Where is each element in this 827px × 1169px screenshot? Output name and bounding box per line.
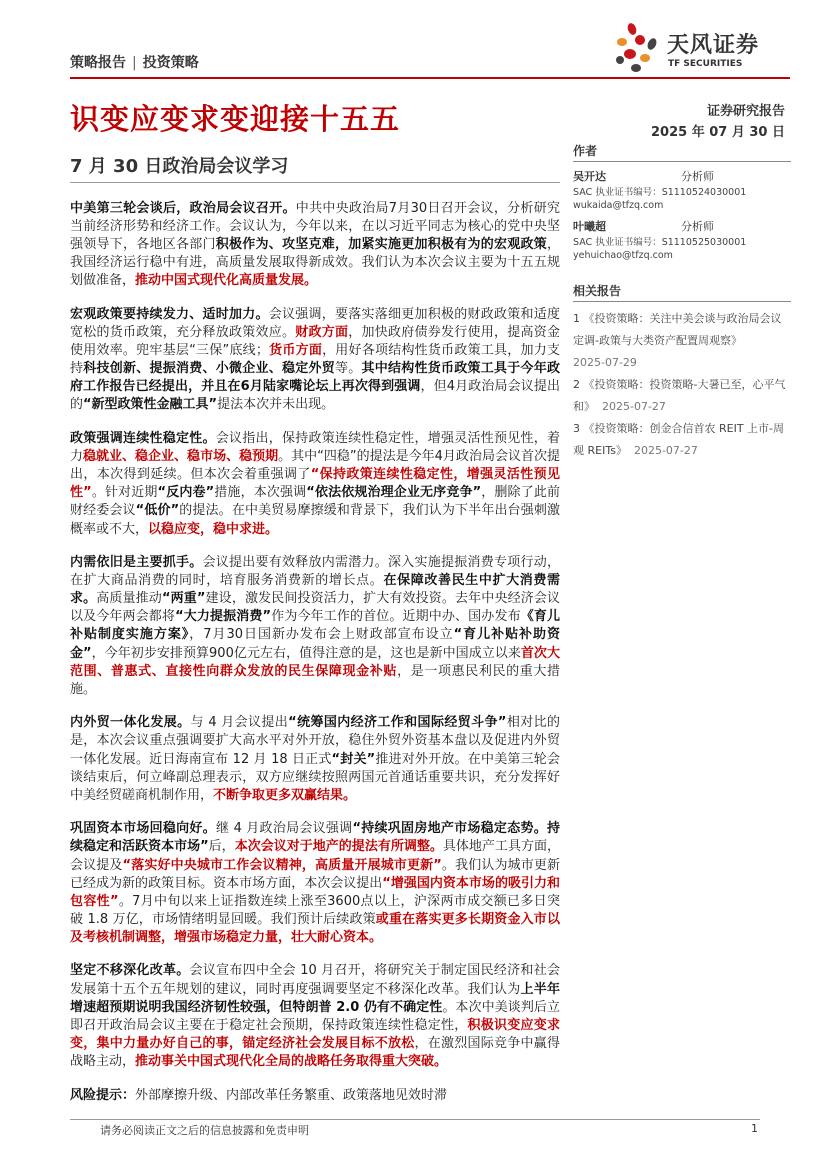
- paragraph-emphasis: “依法依规治理企业无序竞争”: [306, 485, 482, 501]
- author-name: 吴开达: [573, 170, 606, 183]
- report-type: 证券研究报告: [706, 104, 785, 119]
- paragraph-highlight: 首次大范围、普惠式、直接性向群众发放的民生保障现金补贴: [70, 645, 560, 679]
- paragraph-text: 高质量推动: [96, 591, 162, 607]
- paragraph-text: 中共中央政治局7月30日召开会议，分析研究当前经济形势和经济工作。会议认为，今年以来，在以习近平同志为核心的党中央坚强领导下，各地区各部门: [70, 201, 560, 253]
- main-content: [70, 200, 560, 1120]
- paragraph-text: 推进对外开放。在中美第三轮会谈结束后，何立峰副总理表示，双方应继续按照两国元首通话重要共识，充分发挥好中美经贸磋商机制作用，: [70, 751, 560, 803]
- author-cert: SAC 执业证书编号：S1110525030001: [573, 237, 747, 248]
- paragraph-text: 提法本次并未出现。: [217, 397, 335, 413]
- paragraph-text: 的提法。在中美贸易摩擦缓和背景下，我们认为下半年出台强刺激概率或不大，: [70, 503, 560, 537]
- author-cert: SAC 执业证书编号：S1110524030001: [573, 187, 747, 198]
- paragraph-emphasis: 中美第三轮会谈后，政治局会议召开。: [70, 201, 296, 216]
- paragraph-emphasis: “两重”: [161, 591, 206, 607]
- related-report-date: 2025-07-27: [633, 444, 698, 457]
- related-report-item[interactable]: [573, 418, 791, 462]
- paragraph-highlight: 货币方面: [268, 343, 323, 359]
- paragraph-text: ，7月30日国新办发布会上财政部宣布设立: [189, 627, 454, 643]
- author-email[interactable]: yehuichao@tfzq.com: [573, 250, 673, 261]
- paragraph-text: 措施，本次强调: [214, 485, 307, 501]
- paragraph-text: ，但4月政治局会议提出的: [70, 379, 561, 413]
- related-report-item[interactable]: [573, 308, 791, 374]
- paragraph-emphasis: 政策强调连续性稳定性。: [70, 431, 216, 447]
- paragraph-highlight: 稳就业、稳企业、稳市场、稳预期: [83, 449, 279, 465]
- paragraph-emphasis: “低价”: [135, 503, 180, 519]
- paragraph-text: 继 4 月政治局会议强调: [215, 821, 353, 837]
- paragraph-emphasis: 上半年增速超预期说明我国经济韧性较强，但特朗普 2.0 仍有不确定性: [70, 981, 560, 1015]
- page-number: 1: [751, 1122, 758, 1135]
- author-block: [573, 168, 791, 212]
- paragraph-emphasis: 内外贸一体化发展。: [70, 715, 191, 731]
- paragraph-text: ，加快政府债券发行使用，提高资金使用效率。兜牢基层“三保”底线；: [70, 325, 560, 359]
- author-role: 分析师: [681, 220, 714, 233]
- paragraph-text: 。我们认为城市更新已经成为新的政策目标。资本市场方面，本次会议提出: [70, 857, 560, 891]
- paragraph-emphasis: “封关”: [331, 751, 376, 767]
- paragraph-text: ，我国经济运行稳中有进，高质量发展取得新成效。我们认为本次会议主要为十五五规划做准备，: [70, 237, 560, 289]
- paragraph-emphasis: 其中结构性货币政策工具于今年政府工作报告已经提出，并且在6月陆家嘴论坛上再次得到强调: [70, 361, 560, 395]
- paragraph-highlight: “落实好中央城市工作会议精神，高质量开展城市更新”: [122, 857, 442, 873]
- author-email[interactable]: wukaida@tfzq.com: [573, 200, 664, 211]
- paragraph-highlight: 积极识变应变求变，集中力量办好自己的事，锚定经济社会发展目标不放松: [70, 1017, 560, 1051]
- paragraph-emphasis: 坚定不移深化改革。: [70, 963, 190, 979]
- body-paragraph: [70, 430, 560, 539]
- author-block: [573, 218, 791, 262]
- body-paragraph: [70, 1087, 560, 1105]
- paragraph-text: 作为今年工作的首位。近期中办、国办发布: [271, 609, 521, 625]
- paragraph-highlight: 推动事关中国式现代化全局的战略任务取得重大突破。: [135, 1053, 448, 1069]
- paragraph-emphasis: 科技创新、提振消费、小微企业、稳定外贸: [83, 361, 335, 377]
- paragraph-highlight: “保持政策连续性稳定性，增强灵活性预见性”: [70, 467, 560, 501]
- paragraph-emphasis: 内需依旧是主要抓手。: [70, 555, 203, 571]
- paragraph-text: 会议提出要有效释放内需潜力。深入实施提振消费专项行动，在扩大商品消费的同时，培育服务消费新的增长点。: [70, 555, 560, 589]
- paragraph-emphasis: “统筹国内经济工作和国际经贸斗争”: [288, 715, 507, 731]
- related-report-title[interactable]: 1 《投资策略：关注中美会谈与政治局会议定调-政策与大类资产配置周观察》: [573, 312, 782, 347]
- paragraph-emphasis: 《育儿补贴制度实施方案》: [70, 609, 560, 643]
- page-title: 识变应变求变迎接十五五: [70, 102, 401, 136]
- paragraph-emphasis: 宏观政策要持续发力、适时加力。: [70, 306, 269, 322]
- body-paragraph: [70, 714, 560, 804]
- author-row: [573, 168, 791, 186]
- report-date: 2025 年 07 月 30 日: [651, 125, 785, 140]
- category-separator: |: [132, 55, 137, 71]
- related-heading: 相关报告: [573, 282, 791, 302]
- page-subtitle: 7 月 30 日政治局会议学习: [70, 156, 289, 177]
- paragraph-text: ，今年初步安排预算900亿元左右，值得注意的是，这也是新中国成立以来: [91, 645, 521, 661]
- related-report-date: 2025-07-29: [573, 356, 637, 369]
- paragraph-emphasis: “反内卷”: [157, 485, 215, 501]
- paragraph-text: 相对比的是，本次会议重点强调要扩大高水平对外开放，稳住外贸外资基本盘以及促进内外贸一体化发展。近日海南宣布 12 月 18 日正式: [70, 715, 560, 767]
- logo-mark-icon: [612, 20, 664, 76]
- sidebar: [573, 142, 791, 462]
- paragraph-highlight: 或重在落实更多长期资金入市以及考核机制调整，增强市场稳定力量，壮大耐心资本。: [70, 911, 560, 945]
- paragraph-highlight: 以稳应变，稳中求进。: [148, 521, 279, 537]
- paragraph-text: 等。: [334, 361, 362, 377]
- paragraph-text: 会议强调，要落实落细更加积极的财政政策和适度宽松的货币政策，充分释放政策效应。: [70, 306, 560, 341]
- author-role: 分析师: [681, 170, 714, 183]
- paragraph-text: 。7月中旬以来上证指数连续上涨至3600点以上，沪深两市成交额已多日突破 1.8 万亿，市场情绪明显回暖。我们预计后续政策: [70, 893, 560, 927]
- paragraph-emphasis: 在保障改善民生中扩大消费需求。: [70, 573, 560, 607]
- paragraph-highlight: 本次会议对于地产的提法有所调整。: [234, 839, 443, 855]
- paragraph-text: 。其中“四稳”的提法是今年4月政治局会议首次提出，本次得到延续。但本次会着重强调了: [70, 449, 560, 483]
- body-paragraph: [70, 200, 560, 290]
- body-paragraph: [70, 306, 560, 415]
- paragraph-text: 外部摩擦升级、内部改革任务繁重、政策落地见效时滞: [135, 1087, 448, 1103]
- paragraph-emphasis: “持续巩固房地产市场稳定态势。持续稳定和活跃资本市场”: [70, 821, 560, 855]
- paragraph-text: 。针对近期: [91, 485, 158, 501]
- paragraph-emphasis: 积极作为、攻坚克难，加紧实施更加积极有为的宏观政策: [215, 237, 547, 253]
- paragraph-text: 与 4 月会议提出: [190, 715, 289, 731]
- authors-heading: 作者: [573, 142, 791, 162]
- paragraph-highlight: 推动中国式现代化高质量发展。: [135, 273, 318, 289]
- paragraph-emphasis: “育儿补贴补助资金”: [70, 627, 560, 661]
- footer-disclaimer: 请务必阅读正文之后的信息披露和免责申明: [100, 1124, 309, 1137]
- author-row: [573, 218, 791, 236]
- report-category: [70, 52, 199, 72]
- paragraph-text: 。本次中美谈判后立即召开政治局会议主要在于稳定社会预期，保持政策连续性稳定性，: [70, 999, 560, 1033]
- paragraph-text: ，在激烈国际竞争中赢得战略主动，: [70, 1035, 560, 1069]
- paragraph-text: 会议指出，保持政策连续性稳定性，增强灵活性预见性，着力: [70, 431, 560, 465]
- logo-text-en: TF SECURITIES: [668, 59, 743, 69]
- paragraph-text: 具体地产工具方面，会议提及: [70, 839, 560, 873]
- logo-text-cn: 天风证券: [667, 33, 760, 58]
- paragraph-highlight: “增强国内资本市场的吸引力和包容性”: [70, 875, 560, 909]
- paragraph-highlight: 财政方面: [295, 325, 349, 341]
- body-paragraph: [70, 962, 560, 1071]
- footer-divider: [70, 1119, 760, 1120]
- body-paragraph: [70, 820, 560, 947]
- related-report-item[interactable]: [573, 374, 791, 418]
- subcategory-label: 投资策略: [142, 55, 199, 71]
- related-report-title[interactable]: 3 《投资策略：创金合信首农 REIT 上市-周观 REITs》: [573, 422, 785, 457]
- paragraph-emphasis: 巩固资本市场回稳向好。: [70, 821, 216, 837]
- paragraph-highlight: 不断争取更多双赢结果。: [213, 787, 357, 803]
- paragraph-text: 会议宣布四中全会 10 月召开，将研究关于制定国民经济和社会发展第十五个五年规划的建议，同时再度强调要坚定不移深化改革。我们认为: [70, 963, 560, 997]
- related-report-date: 2025-07-27: [602, 400, 666, 413]
- paragraph-text: ，删除了此前财经委会议: [70, 485, 560, 519]
- paragraph-text: 建设，激发民间投资活力，扩大有效投资。去年中央经济会议以及今年两会都将: [70, 591, 560, 625]
- header-divider: [70, 77, 790, 79]
- paragraph-text: ，是一项惠民利民的重大措施。: [70, 663, 560, 697]
- author-name: 叶曦超: [573, 220, 606, 233]
- category-label: 策略报告: [70, 55, 126, 71]
- body-paragraph: [70, 554, 560, 699]
- subtitle-divider: [70, 182, 560, 183]
- paragraph-emphasis: “新型政策性金融工具”: [83, 397, 218, 413]
- related-report-title[interactable]: 2 《投资策略：投资策略-大暑已至，心平气和》: [573, 378, 786, 413]
- paragraph-text: 后，: [208, 839, 235, 855]
- paragraph-text: ，用好各项结构性货币政策工具，加力支持: [70, 343, 560, 377]
- paragraph-emphasis: 风险提示：: [70, 1087, 136, 1103]
- paragraph-emphasis: “大力提振消费”: [175, 609, 272, 625]
- company-logo: [612, 20, 792, 76]
